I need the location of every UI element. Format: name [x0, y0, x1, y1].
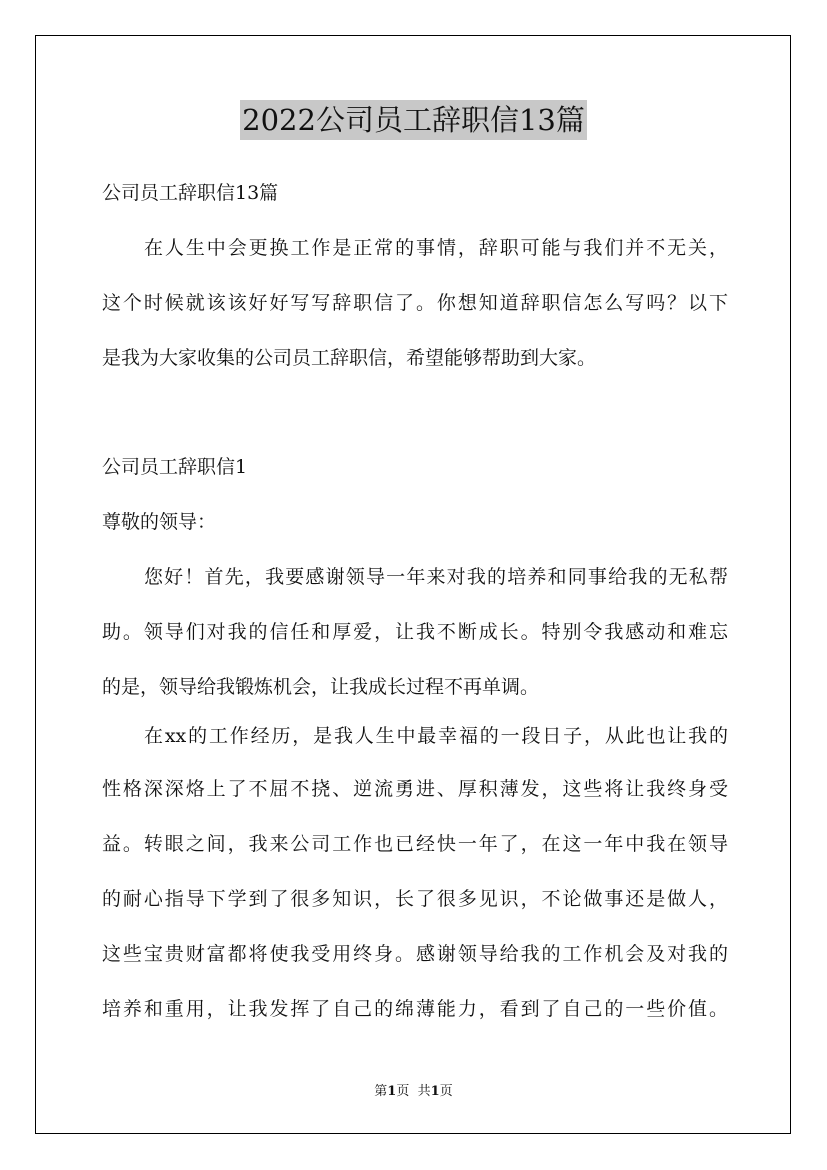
page-prefix: 第	[374, 1084, 388, 1099]
letter-paragraph-line: 在xx的工作经历，是我人生中最幸福的一段日子，从此也让我的	[144, 725, 728, 747]
document-title: 2022公司员工辞职信13篇	[240, 100, 587, 140]
letter-paragraph-line: 益。转眼之间，我来公司工作也已经快一年了，在这一年中我在领导	[102, 833, 728, 855]
total-pages: 1	[430, 1084, 440, 1099]
letter-heading: 公司员工辞职信1	[102, 456, 248, 478]
total-prefix: 共	[417, 1084, 431, 1099]
total-suffix: 页	[439, 1084, 453, 1099]
intro-paragraph-line: 是我为大家收集的公司员工辞职信，希望能够帮助到大家。	[102, 347, 597, 369]
letter-paragraph-line: 这些宝贵财富都将使我受用终身。感谢领导给我的工作机会及对我的	[102, 943, 728, 965]
letter-paragraph-line: 您好！首先，我要感谢领导一年来对我的培养和同事给我的无私帮	[144, 566, 728, 588]
salutation: 尊敬的领导：	[102, 511, 217, 533]
page-number: 1	[387, 1084, 397, 1099]
page-footer	[0, 1083, 827, 1101]
intro-paragraph-line: 这个时候就该该好好写写辞职信了。你想知道辞职信怎么写吗？以下	[102, 292, 728, 314]
letter-paragraph-line: 培养和重用，让我发挥了自己的绵薄能力，看到了自己的一些价值。	[102, 998, 728, 1020]
title-container	[0, 100, 827, 140]
letter-paragraph-line: 的是，领导给我锻炼机会，让我成长过程不再单调。	[102, 676, 540, 698]
letter-paragraph-line: 助。领导们对我的信任和厚爱，让我不断成长。特别令我感动和难忘	[102, 621, 728, 643]
page-suffix: 页	[396, 1084, 410, 1099]
section-heading: 公司员工辞职信13篇	[102, 182, 279, 204]
letter-paragraph-line: 性格深深烙上了不屈不挠、逆流勇进、厚积薄发，这些将让我终身受	[102, 778, 728, 800]
intro-paragraph-line: 在人生中会更换工作是正常的事情，辞职可能与我们并不无关，	[144, 237, 728, 259]
letter-paragraph-line: 的耐心指导下学到了很多知识，长了很多见识，不论做事还是做人，	[102, 888, 728, 910]
